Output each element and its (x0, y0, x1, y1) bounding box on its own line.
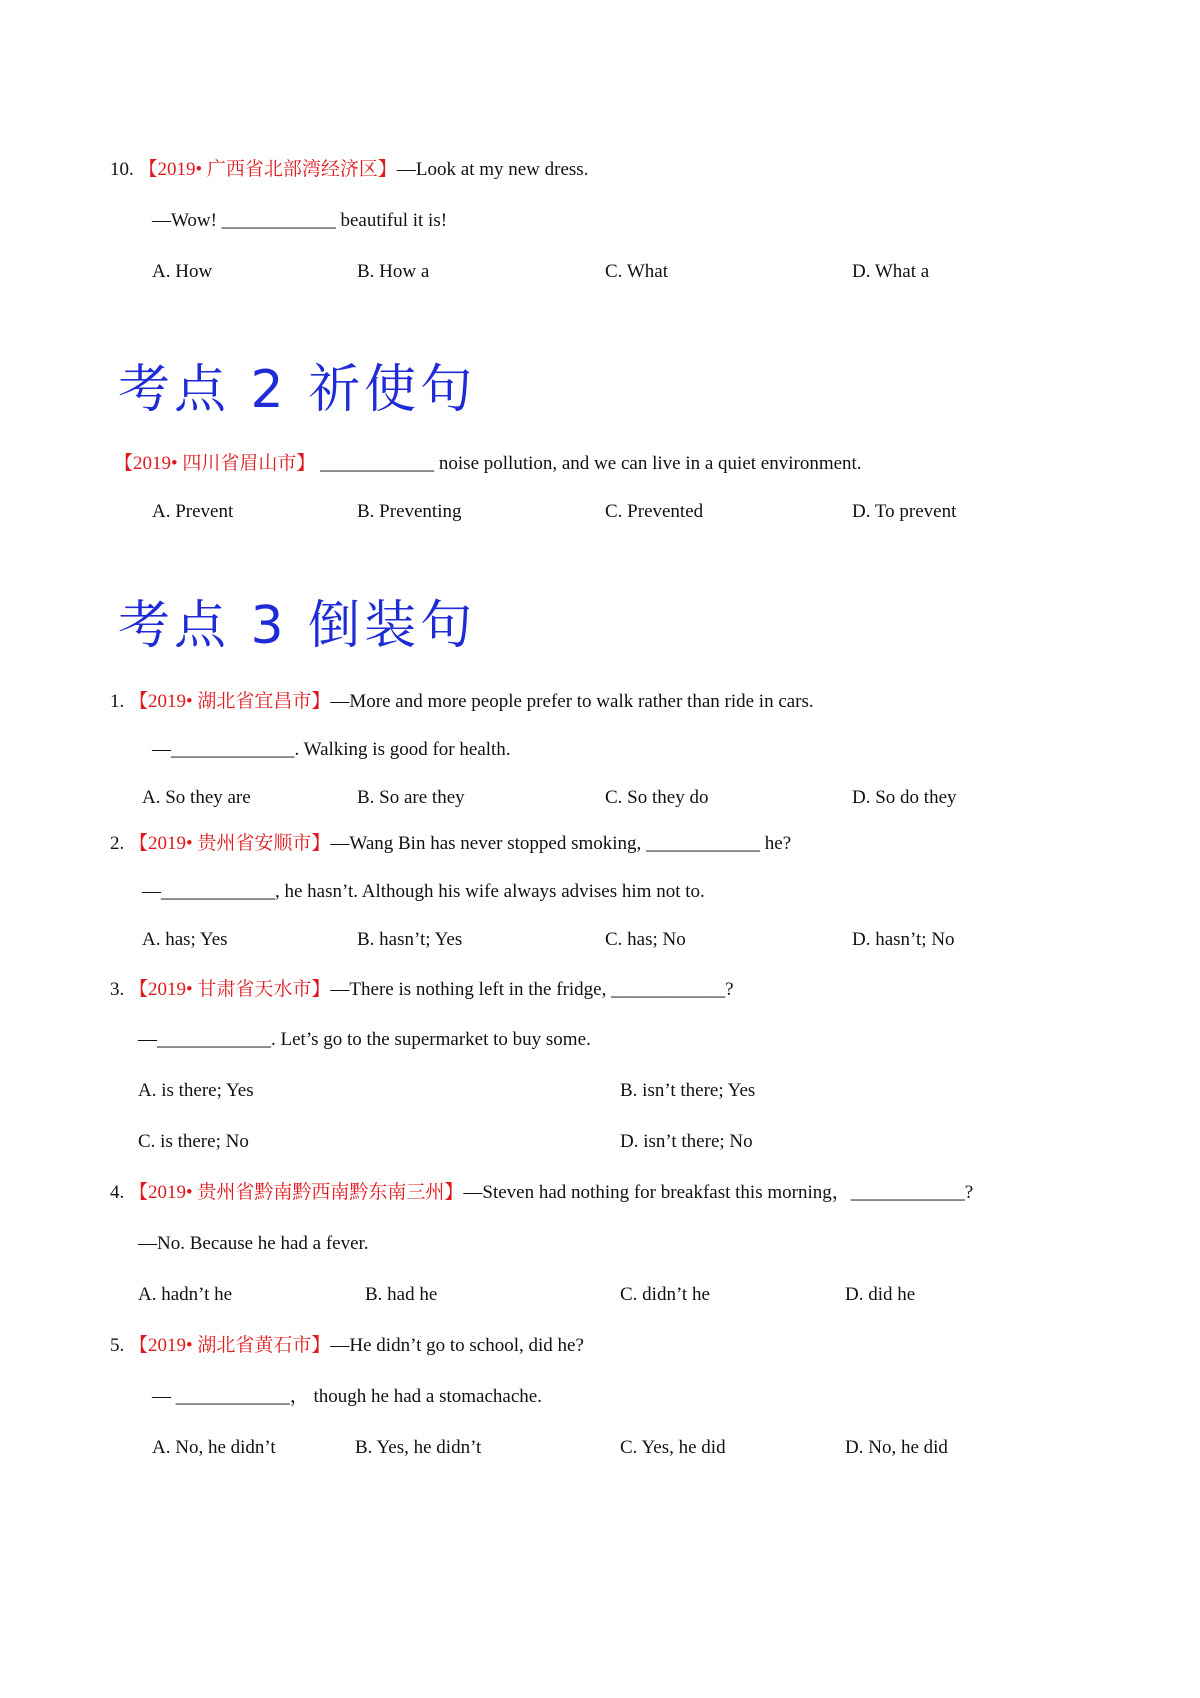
option-a: A. has; Yes (142, 929, 228, 950)
question-stem: —Wang Bin has never stopped smoking, ____________ he? (330, 833, 792, 854)
question-stem: —More and more people prefer to walk rather than ride in cars. (330, 691, 814, 712)
question-5 (110, 1334, 584, 1358)
option-b: B. So are they (357, 787, 465, 808)
question-line: —____________, he hasn’t. Although his wife always advises him not to. (142, 881, 705, 902)
option-c: C. didn’t he (620, 1284, 710, 1305)
question-source: 【2019• 湖北省黄石市】 (129, 1335, 331, 1356)
question-source: 【2019• 广西省北部湾经济区】 (138, 159, 397, 180)
option-b: B. had he (365, 1284, 438, 1305)
question-source: 【2019• 湖北省宜昌市】 (129, 691, 331, 712)
option-c: C. is there; No (138, 1131, 249, 1152)
question-number: 2. (110, 833, 125, 854)
question-stem: —There is nothing left in the fridge, ____________? (330, 979, 734, 1000)
question-2 (110, 832, 791, 856)
question-number: 1. (110, 691, 125, 712)
question-source: 【2019• 甘肃省天水市】 (129, 979, 331, 1000)
option-b: B. Yes, he didn’t (355, 1437, 482, 1458)
question-source: 【2019• 贵州省黔南黔西南黔东南三州】 (129, 1182, 464, 1203)
question-line: —_____________. Walking is good for health. (152, 739, 511, 760)
question-number: 3. (110, 979, 125, 1000)
question-line: — ____________， though he had a stomachache. (152, 1386, 542, 1407)
option-c: C. Prevented (605, 501, 704, 522)
question-stem: ____________ noise pollution, and we can live in a quiet environment. (320, 453, 862, 474)
option-b: B. Preventing (357, 501, 462, 522)
option-a: A. No, he didn’t (152, 1437, 276, 1458)
question-10 (110, 158, 588, 182)
question-1 (110, 690, 814, 714)
option-c: C. Yes, he did (620, 1437, 726, 1458)
section-heading: 考点 2 祈使句 (118, 360, 477, 420)
option-a: A. How (152, 261, 213, 282)
option-d: D. hasn’t; No (852, 929, 955, 950)
question-line: —No. Because he had a fever. (138, 1233, 369, 1254)
question-line: —Wow! ____________ beautiful it is! (152, 210, 448, 231)
option-a: A. is there; Yes (138, 1080, 254, 1101)
option-a: A. hadn’t he (138, 1284, 233, 1305)
option-c: C. has; No (605, 929, 686, 950)
option-b: B. isn’t there; Yes (620, 1080, 756, 1101)
option-d: D. What a (852, 261, 930, 282)
question-source: 【2019• 四川省眉山市】 (114, 453, 316, 474)
option-b: B. hasn’t; Yes (357, 929, 463, 950)
question-3 (110, 978, 734, 1002)
section-heading: 考点 3 倒装句 (118, 596, 477, 656)
option-c: C. So they do (605, 787, 709, 808)
question-number: 4. (110, 1182, 125, 1203)
option-c: C. What (605, 261, 668, 282)
option-b: B. How a (357, 261, 430, 282)
option-a: A. Prevent (152, 501, 234, 522)
question-number: 10. (110, 159, 134, 180)
question-4 (110, 1181, 973, 1205)
option-d: D. No, he did (845, 1437, 948, 1458)
question-stem: —Steven had nothing for breakfast this morning，____________? (463, 1182, 974, 1203)
option-d: D. isn’t there; No (620, 1131, 753, 1152)
question-line: —____________. Let’s go to the supermarket to buy some. (138, 1029, 591, 1050)
option-d: D. So do they (852, 787, 957, 808)
question-stem: —He didn’t go to school, did he? (330, 1335, 584, 1356)
option-d: D. To prevent (852, 501, 957, 522)
question-source: 【2019• 贵州省安顺市】 (129, 833, 331, 854)
question-imperative (114, 452, 862, 476)
option-a: A. So they are (142, 787, 251, 808)
question-number: 5. (110, 1335, 125, 1356)
question-stem: —Look at my new dress. (396, 159, 589, 180)
option-d: D. did he (845, 1284, 916, 1305)
